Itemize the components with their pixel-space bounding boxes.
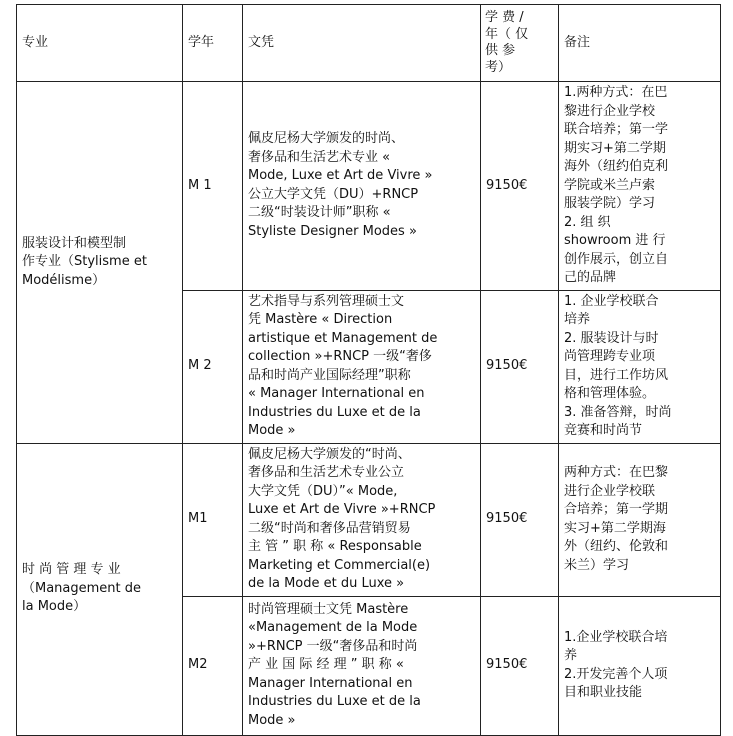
diploma-cell: 佩皮尼杨大学颁发的时尚、 奢侈品和生活艺术专业 « Mode, Luxe et Art de Vivre » 公立大学文凭（DU）+RNCP 二级“时装设计师”职称 « Styliste Designer Modes » — [243, 82, 481, 291]
program-table — [16, 4, 721, 736]
table-row — [17, 82, 721, 291]
year-cell: M 2 — [183, 290, 243, 443]
fee-cell: 9150€ — [481, 596, 559, 735]
table-header-row — [17, 5, 721, 82]
major-cell-stylisme: 服装设计和模型制 作专业（Stylisme et Modélisme） — [17, 82, 183, 444]
year-cell: M2 — [183, 596, 243, 735]
fee-cell: 9150€ — [481, 443, 559, 596]
header-notes: 备注 — [559, 5, 721, 82]
notes-cell: 1.两种方式：在巴 黎进行企业学校 联合培养；第一学 期实习+第二学期 海外（纽约伯克利 学院或米兰卢索 服装学院）学习 2. 组 织 showroom 进 行 创作展示，创立自 己的品牌 — [559, 82, 721, 291]
header-year: 学年 — [183, 5, 243, 82]
diploma-cell: 佩皮尼杨大学颁发的“时尚、 奢侈品和生活艺术专业公立 大学文凭（DU）”« Mode, Luxe et Art de Vivre »+RNCP 二级“时尚和奢侈品营销贸易 主 管 ” 职 称 « Responsable Marketing et Commercial(e) de la Mode et du Luxe » — [243, 443, 481, 596]
notes-cell: 两种方式：在巴黎 进行企业学校联 合培养；第一学期 实习+第二学期海 外（纽约、伦敦和 米兰）学习 — [559, 443, 721, 596]
header-major: 专业 — [17, 5, 183, 82]
fee-cell: 9150€ — [481, 290, 559, 443]
notes-cell: 1. 企业学校联合 培养 2. 服装设计与时 尚管理跨专业项 目，进行工作坊风 格和管理体验。 3. 准备答辩，时尚 竞赛和时尚节 — [559, 290, 721, 443]
year-cell: M1 — [183, 443, 243, 596]
fee-cell: 9150€ — [481, 82, 559, 291]
notes-cell: 1.企业学校联合培 养 2.开发完善个人项 目和职业技能 — [559, 596, 721, 735]
diploma-cell: 时尚管理硕士文凭 Mastère «Management de la Mode »+RNCP 一级“奢侈品和时尚 产 业 国 际 经 理 ” 职 称 « Manager International en Industries du Luxe et de la Mode » — [243, 596, 481, 735]
year-cell: M 1 — [183, 82, 243, 291]
header-diploma: 文凭 — [243, 5, 481, 82]
table-row — [17, 443, 721, 596]
major-cell-management: 时 尚 管 理 专 业 （Management de la Mode） — [17, 443, 183, 735]
header-fee: 学 费 / 年（ 仅 供 参 考） — [481, 5, 559, 82]
document-page — [16, 4, 720, 736]
diploma-cell: 艺术指导与系列管理硕士文 凭 Mastère « Direction artistique et Management de collection »+RNCP 一级“奢侈 品和时尚产业国际经理”职称 « Manager International en Industries du Luxe et de la Mode » — [243, 290, 481, 443]
